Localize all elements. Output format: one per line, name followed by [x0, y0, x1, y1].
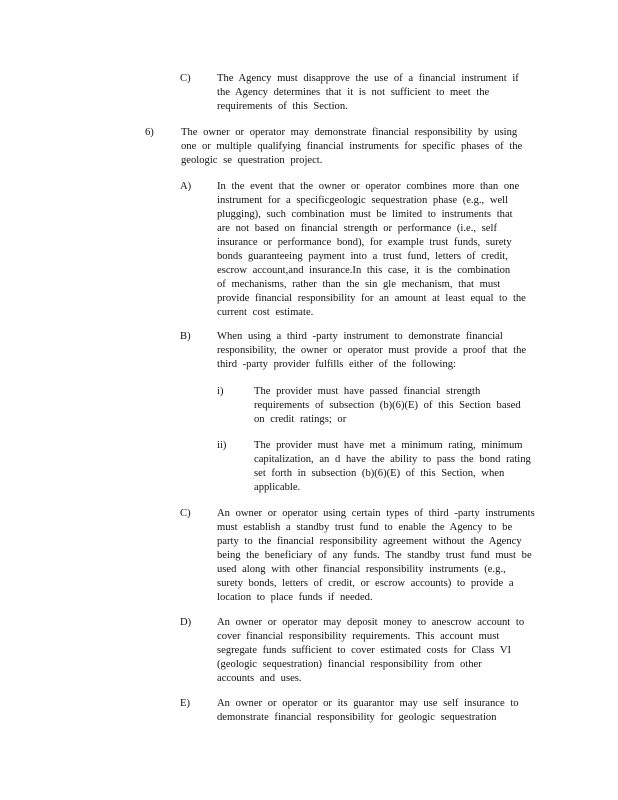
- text-line: third -party provider fulfills either of the following:: [217, 359, 456, 370]
- text-line: accounts and uses.: [217, 673, 302, 684]
- paragraph-marker: C): [180, 508, 191, 519]
- text-line: requirements of this Section.: [217, 101, 348, 112]
- text-line: one or multiple qualifying financial instruments for specific phases of the: [181, 141, 523, 152]
- text-line: An owner or operator using certain types of third -party instruments: [217, 508, 535, 519]
- text-line: capitalization, an d have the ability to pass the bond rating: [254, 454, 531, 465]
- text-line: of mechanisms, rather than the sin gle mechanism, that must: [217, 279, 501, 290]
- text-line: segregate funds sufficient to cover estimated costs for Class VI: [217, 645, 512, 656]
- text-line: party to the financial responsibility agreement without the Agency: [217, 536, 522, 547]
- text-line: insurance or performance bond), for example trust funds, surety: [217, 237, 512, 248]
- text-line: (geologic sequestration) financial responsibility from other: [217, 659, 482, 670]
- text-line: must establish a standby trust fund to enable the Agency to be: [217, 522, 513, 533]
- paragraph-text: [217, 330, 537, 372]
- text-line: location to place funds if needed.: [217, 592, 373, 603]
- text-line: set forth in subsection (b)(6)(E) of this Section, when: [254, 468, 505, 479]
- text-line: When using a third -party instrument to demonstrate financial: [217, 331, 503, 342]
- paragraph-text: [217, 72, 537, 114]
- text-line: applicable.: [254, 482, 301, 493]
- paragraph-marker: B): [180, 331, 191, 342]
- text-line: geologic se questration project.: [181, 155, 323, 166]
- text-line: current cost estimate.: [217, 307, 314, 318]
- paragraph-marker: 6): [145, 127, 154, 138]
- paragraph-marker: E): [180, 698, 190, 709]
- text-line: The Agency must disapprove the use of a financial instrument if: [217, 73, 519, 84]
- text-line: The provider must have passed financial strength: [254, 386, 481, 397]
- text-line: used along with other financial responsibility instruments (e.g.,: [217, 564, 506, 575]
- text-line: instrument for a specificgeologic sequestration phase (e.g., well: [217, 195, 509, 206]
- paragraph-marker: A): [180, 181, 192, 192]
- text-line: demonstrate financial responsibility for geologic sequestration: [217, 712, 497, 723]
- paragraph-marker: C): [180, 73, 191, 84]
- text-line: escrow account,and insurance.In this case, it is the combination: [217, 265, 511, 276]
- paragraph-text: [217, 697, 537, 725]
- paragraph-text: [217, 616, 537, 686]
- paragraph-text: [254, 439, 534, 495]
- text-line: The owner or operator may demonstrate financial responsibility by using: [181, 127, 518, 138]
- text-line: bonds guaranteeing payment into a trust fund, letters of credit,: [217, 251, 508, 262]
- text-line: plugging), such combination must be limited to instruments that: [217, 209, 513, 220]
- paragraph-marker: i): [217, 386, 224, 397]
- paragraph-text: [254, 385, 534, 427]
- paragraph-text: [217, 507, 547, 605]
- text-line: The provider must have met a minimum rating, minimum: [254, 440, 523, 451]
- text-line: are not based on financial strength or performance (i.e., self: [217, 223, 497, 234]
- paragraph-marker: D): [180, 617, 192, 628]
- text-line: surety bonds, letters of credit, or escrow accounts) to provide a: [217, 578, 514, 589]
- text-line: In the event that the owner or operator combines more than one: [217, 181, 520, 192]
- text-line: responsibility, the owner or operator must provide a proof that the: [217, 345, 527, 356]
- text-line: the Agency determines that it is not sufficient to meet the: [217, 87, 490, 98]
- text-line: cover financial responsibility requirements. This account must: [217, 631, 500, 642]
- text-line: provide financial responsibility for an amount at least equal to the: [217, 293, 526, 304]
- text-line: being the beneficiary of any funds. The standby trust fund must be: [217, 550, 532, 561]
- text-line: on credit ratings; or: [254, 414, 347, 425]
- text-line: requirements of subsection (b)(6)(E) of this Section based: [254, 400, 521, 411]
- paragraph-text: [217, 180, 537, 320]
- text-line: An owner or operator or its guarantor may use self insurance to: [217, 698, 519, 709]
- paragraph-text: [181, 126, 541, 168]
- paragraph-marker: ii): [217, 440, 227, 451]
- text-line: An owner or operator may deposit money to anescrow account to: [217, 617, 525, 628]
